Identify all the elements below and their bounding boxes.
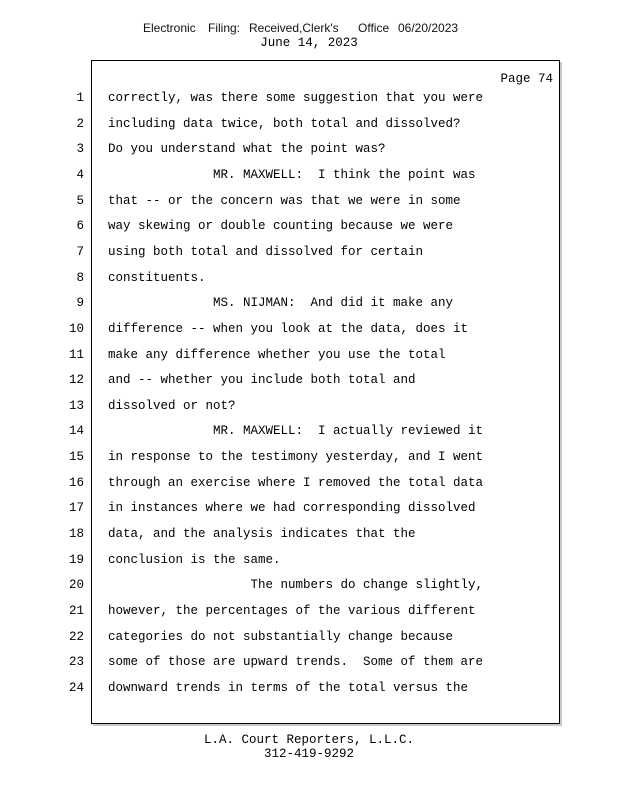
line-number: 8 (76, 270, 84, 285)
transcript-line (0, 398, 618, 414)
reporter-company: L.A. Court Reporters, L.L.C. (203, 733, 415, 747)
line-number: 2 (76, 116, 84, 131)
line-number: 1 (76, 91, 84, 105)
line-number: 5 (76, 193, 84, 208)
transcript-line (0, 552, 618, 568)
filing-stamp (0, 20, 618, 36)
footer (0, 733, 618, 761)
line-text: difference -- when you look at the data, does it (108, 321, 469, 336)
transcript-date: June 14, 2023 (260, 36, 358, 50)
line-number: 15 (68, 450, 84, 465)
transcript-line (0, 193, 618, 209)
line-number: 11 (68, 347, 84, 362)
transcript-line (0, 603, 618, 619)
line-text: MS. NIJMAN: And did it make any (108, 296, 454, 311)
transcript-line (0, 577, 618, 593)
line-text: constituents. (108, 270, 206, 285)
stamp-date: 06/20/2023 (398, 21, 459, 35)
line-number: 12 (68, 373, 84, 388)
line-number: 6 (76, 219, 84, 234)
transcript-line (0, 244, 618, 260)
line-number: 7 (76, 244, 84, 259)
transcript-line (0, 321, 618, 337)
transcript-line (0, 372, 618, 388)
line-text: make any difference whether you use the total (108, 347, 446, 362)
line-number: 13 (68, 398, 84, 413)
line-text: correctly, was there some suggestion that you were (108, 91, 484, 105)
line-number: 19 (68, 552, 84, 567)
line-number: 23 (68, 655, 84, 670)
stamp-filing: Filing: (208, 21, 241, 35)
line-number: 10 (68, 321, 84, 336)
line-text: MR. MAXWELL: I actually reviewed it (108, 424, 484, 439)
line-number: 18 (68, 527, 84, 542)
transcript-line (0, 526, 618, 542)
line-text: conclusion is the same. (108, 552, 281, 567)
line-number: 22 (68, 629, 84, 644)
page-number: Page 74 (500, 72, 553, 86)
line-text: categories do not substantially change because (108, 629, 454, 644)
transcript-line (0, 295, 618, 311)
transcript-page-frame (91, 60, 560, 724)
line-text: through an exercise where I removed the total data (108, 475, 484, 490)
line-text: however, the percentages of the various different (108, 604, 476, 618)
line-text: in instances where we had corresponding dissolved (108, 501, 476, 516)
transcript-line (0, 500, 618, 516)
line-text: way skewing or double counting because we were (108, 219, 454, 234)
line-text: that -- or the concern was that we were in some (108, 193, 461, 208)
transcript-line (0, 90, 618, 106)
line-text: downward trends in terms of the total versus the (108, 680, 469, 695)
transcript-line (0, 449, 618, 465)
transcript-line (0, 141, 618, 157)
transcript-line (0, 629, 618, 645)
line-number: 3 (76, 142, 84, 157)
line-number: 24 (68, 680, 84, 695)
line-text: some of those are upward trends. Some of them are (108, 655, 484, 670)
transcript-line (0, 116, 618, 132)
line-text: Do you understand what the point was? (108, 142, 386, 157)
transcript-line (0, 167, 618, 183)
line-text: including data twice, both total and dissolved? (108, 116, 461, 131)
line-number: 4 (76, 167, 84, 182)
transcript-line (0, 218, 618, 234)
line-number: 14 (68, 424, 84, 439)
transcript-line (0, 347, 618, 363)
line-number: 21 (68, 604, 84, 618)
line-number: 16 (68, 475, 84, 490)
line-number: 9 (76, 296, 84, 311)
transcript-line (0, 680, 618, 696)
stamp-office: Office (358, 21, 390, 35)
transcript-line (0, 654, 618, 670)
line-text: and -- whether you include both total and (108, 373, 416, 388)
line-text: The numbers do change slightly, (108, 578, 484, 593)
stamp-received: Received,Clerk's (249, 21, 339, 35)
line-number: 20 (68, 578, 84, 593)
transcript-line (0, 475, 618, 491)
line-text: MR. MAXWELL: I think the point was (108, 167, 476, 182)
transcript-line (0, 423, 618, 439)
line-text: in response to the testimony yesterday, and I went (108, 450, 484, 465)
line-number: 17 (68, 501, 84, 516)
line-text: data, and the analysis indicates that the (108, 527, 416, 542)
transcript-line (0, 270, 618, 286)
reporter-phone: 312-419-9292 (263, 747, 354, 761)
line-text: dissolved or not? (108, 398, 236, 413)
line-text: using both total and dissolved for certain (108, 244, 424, 259)
stamp-electronic: Electronic (143, 21, 196, 35)
